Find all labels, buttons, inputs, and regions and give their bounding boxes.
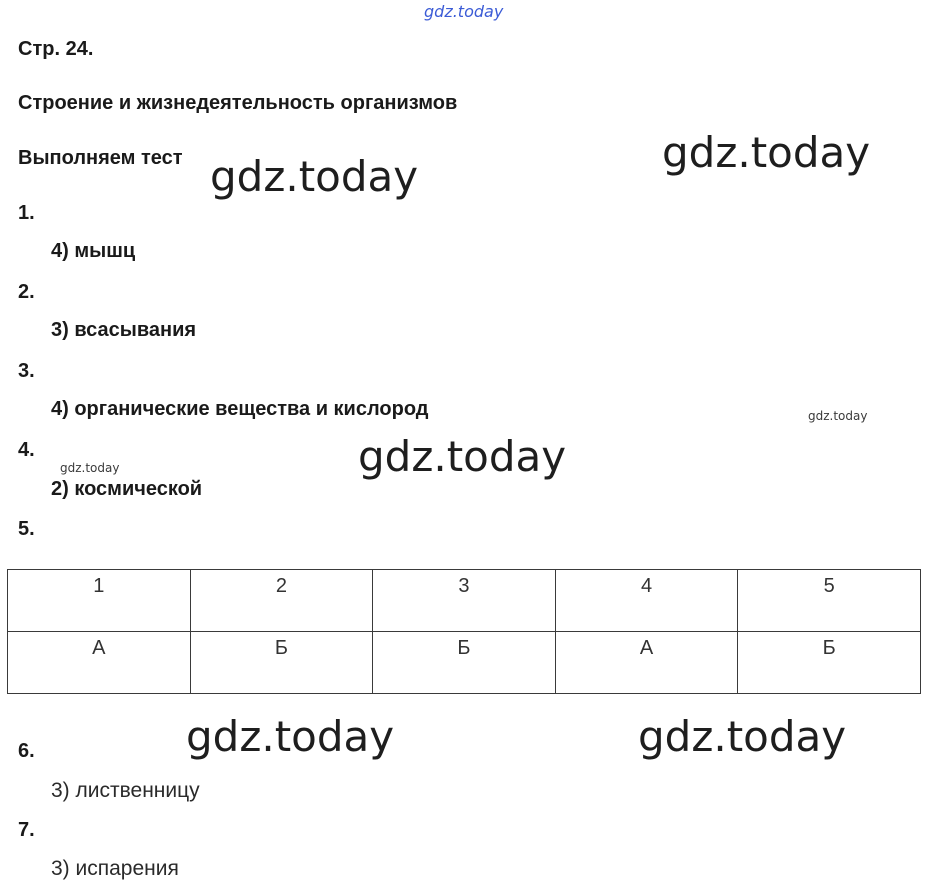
question-answer: 4) органические вещества и кислород [51, 398, 429, 420]
answer-table [7, 569, 921, 694]
watermark-small: gdz.today [808, 409, 868, 423]
table-cell: Б [190, 632, 373, 694]
table-header-cell: 5 [738, 570, 921, 632]
page-ref: Стр. 24. [18, 38, 94, 60]
question-answer: 4) мышц [51, 240, 136, 262]
table-cell: Б [373, 632, 556, 694]
table-cell: А [8, 632, 191, 694]
question-number: 5. [18, 518, 35, 540]
table-header-cell: 2 [190, 570, 373, 632]
question-number: 2. [18, 281, 35, 303]
table-row [8, 570, 921, 632]
table-header-cell: 3 [373, 570, 556, 632]
watermark: gdz.today [358, 432, 567, 481]
table-cell: Б [738, 632, 921, 694]
watermark: gdz.today [662, 128, 871, 177]
question-number: 4. [18, 439, 35, 461]
topic-title: Строение и жизнедеятельность организмов [18, 92, 458, 114]
question-answer: 3) всасывания [51, 319, 197, 341]
table-row [8, 632, 921, 694]
watermark-top: gdz.today [424, 2, 504, 21]
watermark-small: gdz.today [60, 461, 120, 475]
question-number: 3. [18, 360, 35, 382]
watermark: gdz.today [638, 712, 847, 761]
question-number: 6. [18, 740, 35, 762]
watermark: gdz.today [210, 152, 419, 201]
question-number: 7. [18, 819, 35, 841]
table-cell: А [555, 632, 738, 694]
watermark: gdz.today [186, 712, 395, 761]
question-number: 1. [18, 202, 35, 224]
question-answer: 3) лиственницу [51, 779, 200, 802]
table-header-cell: 1 [8, 570, 191, 632]
question-answer: 3) испарения [51, 857, 179, 880]
question-answer: 2) космической [51, 478, 203, 500]
table-header-cell: 4 [555, 570, 738, 632]
section-title: Выполняем тест [18, 147, 183, 169]
